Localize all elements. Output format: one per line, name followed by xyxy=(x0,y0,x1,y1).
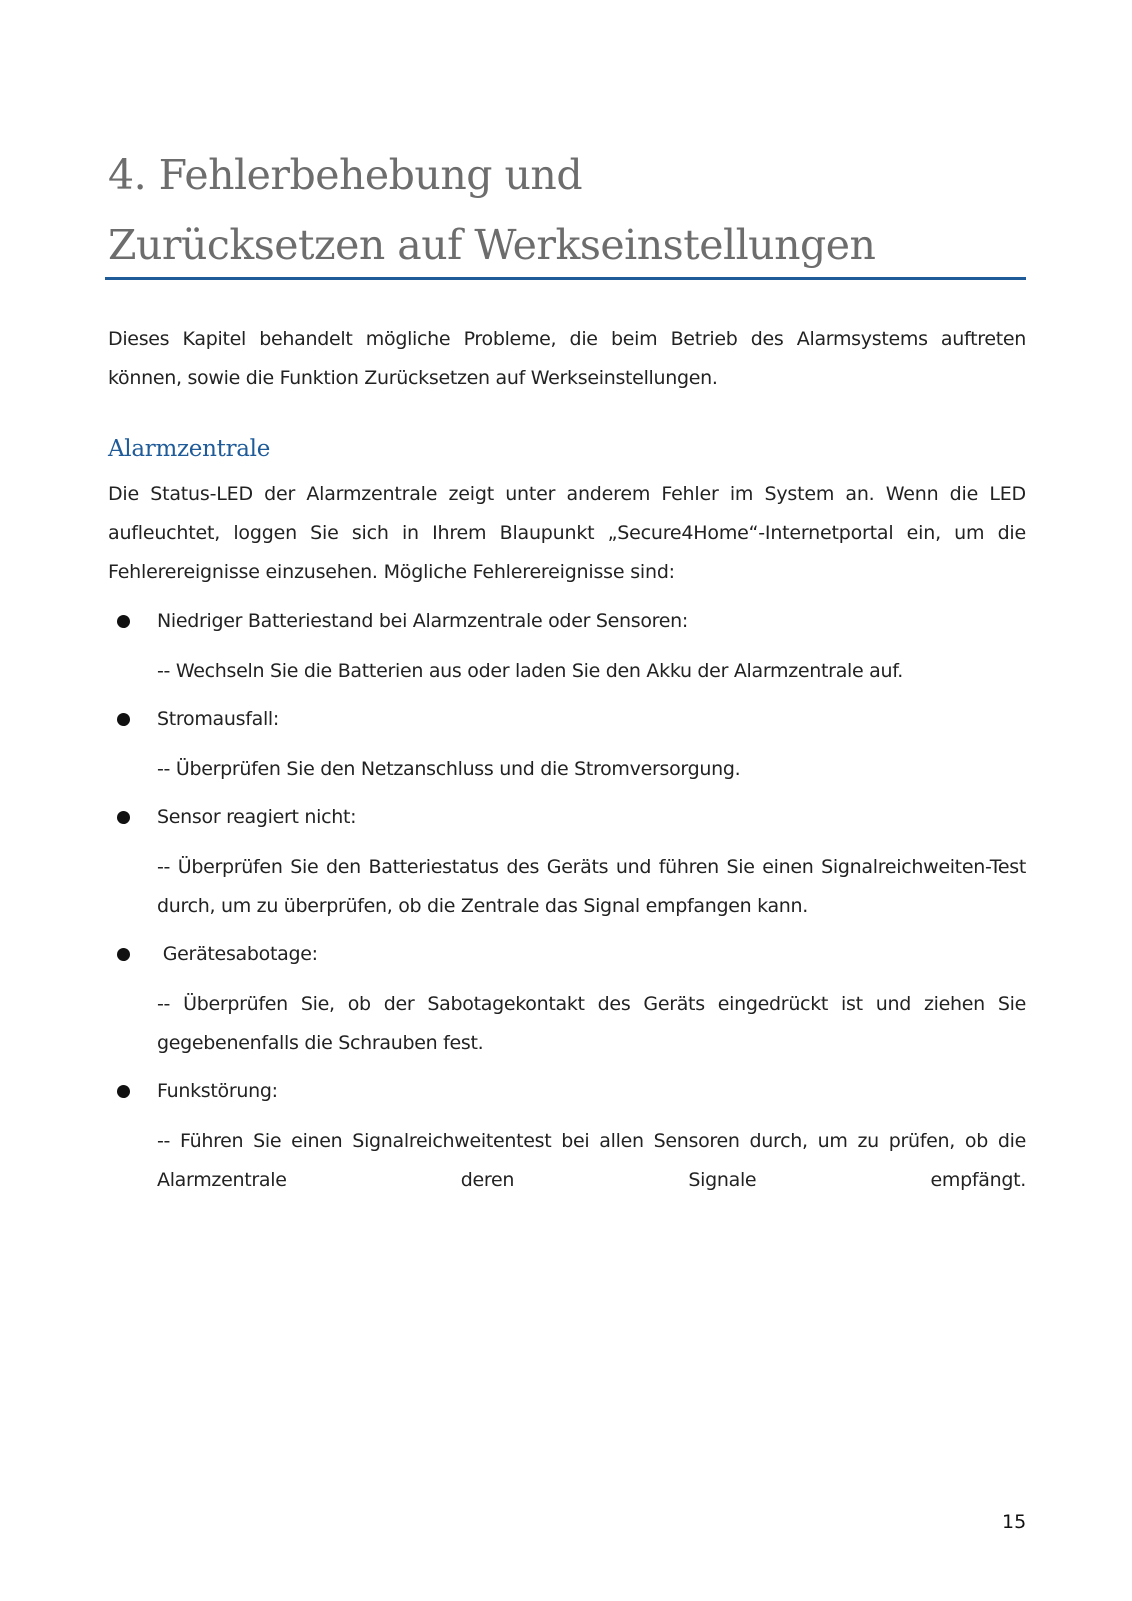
list-item xyxy=(108,935,1026,1063)
error-event-list xyxy=(108,602,1026,1209)
error-event-remedy: -- Überprüfen Sie, ob der Sabotagekontakt des Geräts eingedrückt ist und ziehen Sie gegebenenfalls die Schrauben fest. xyxy=(157,993,1026,1054)
error-event-heading xyxy=(108,1072,1026,1111)
error-event-label: Niedriger Batteriestand bei Alarmzentrale oder Sensoren: xyxy=(157,610,688,632)
error-event-label: Gerätesabotage: xyxy=(157,943,318,965)
error-event-label: Stromausfall: xyxy=(157,708,280,730)
list-item xyxy=(108,602,1026,691)
section-heading-alarmzentrale: Alarmzentrale xyxy=(108,436,271,462)
bullet-dot-icon xyxy=(117,615,130,628)
error-event-label: Funkstörung: xyxy=(157,1080,278,1102)
error-event-heading xyxy=(108,798,1026,837)
error-event-heading xyxy=(108,602,1026,641)
page-title-line-2: Zurücksetzen auf Werkseinstellungen xyxy=(108,221,876,269)
page-title xyxy=(108,140,1028,280)
error-event-heading xyxy=(108,935,1026,974)
error-event-heading xyxy=(108,700,1026,739)
bullet-dot-icon xyxy=(117,1085,130,1098)
error-event-remedy: -- Führen Sie einen Signalreichweitentest bei allen Sensoren durch, um zu prüfen, ob die Alarmzentrale deren Signale empfängt. xyxy=(157,1130,1026,1191)
page-title-line-1: 4. Fehlerbehebung und xyxy=(108,151,583,199)
page-number: 15 xyxy=(1002,1511,1027,1533)
list-item xyxy=(108,1072,1026,1200)
title-underline-rule xyxy=(105,277,1026,280)
intro-paragraph: Dieses Kapitel behandelt mögliche Probleme, die beim Betrieb des Alarmsystems auftreten können, sowie die Funktion Zurücksetzen auf Werkseinstellungen. xyxy=(108,328,1026,389)
section-paragraph: Die Status-LED der Alarmzentrale zeigt unter anderem Fehler im System an. Wenn die LED aufleuchtet, loggen Sie sich in Ihrem Blaupunkt „Secure4Home“-Internetportal ein, um die Fehlerereignisse einzusehen. Mögliche Fehlerereignisse sind: xyxy=(108,483,1026,583)
bullet-dot-icon xyxy=(117,811,130,824)
error-event-label: Sensor reagiert nicht: xyxy=(157,806,357,828)
error-event-remedy: -- Überprüfen Sie den Batteriestatus des Geräts und führen Sie einen Signalreichweiten-Test durch, um zu überprüfen, ob die Zentrale das Signal empfangen kann. xyxy=(157,856,1026,917)
bullet-dot-icon xyxy=(117,713,130,726)
error-event-remedy: -- Überprüfen Sie den Netzanschluss und die Stromversorgung. xyxy=(157,758,741,780)
bullet-dot-icon xyxy=(117,948,130,961)
list-item xyxy=(108,798,1026,926)
list-item xyxy=(108,700,1026,789)
error-event-remedy: -- Wechseln Sie die Batterien aus oder laden Sie den Akku der Alarmzentrale auf. xyxy=(157,660,903,682)
